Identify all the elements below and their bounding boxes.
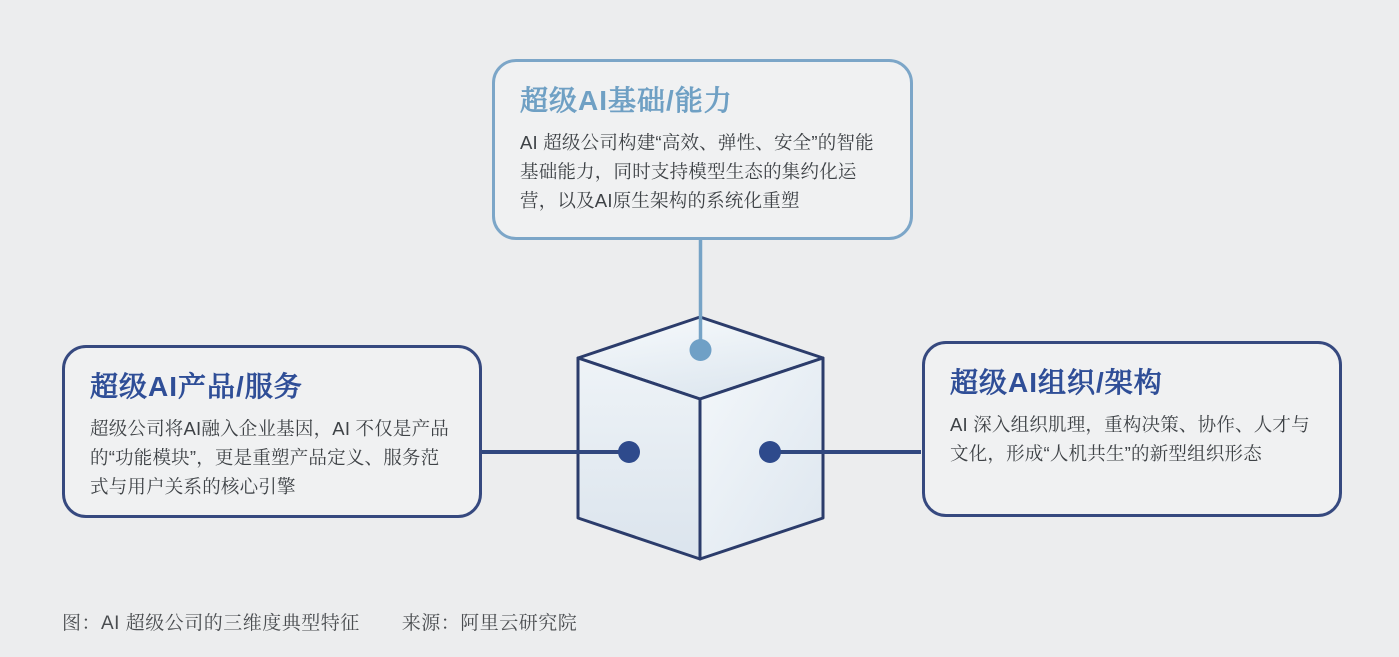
node-ai-foundation (492, 59, 913, 240)
anchor-dot-right (759, 441, 781, 463)
node-ai-foundation-title: 超级AI基础/能力 (520, 85, 733, 116)
node-ai-organization-body: AI 深入组织肌理，重构决策、协作、人才与文化，形成“人机共生”的新型组织形态 (950, 413, 1310, 464)
figure-caption (62, 608, 577, 635)
anchor-dot-left (618, 441, 640, 463)
anchor-dot-top (690, 339, 712, 361)
node-ai-product (62, 345, 482, 518)
node-ai-foundation-body: AI 超级公司构建“高效、弹性、安全”的智能基础能力，同时支持模型生态的集约化运营，以及AI原生架构的系统化重塑 (520, 131, 874, 211)
node-ai-organization (922, 341, 1342, 517)
figure-caption-source: 来源：阿里云研究院 (401, 613, 578, 634)
node-ai-product-body: 超级公司将AI融入企业基因，AI 不仅是产品的“功能模块”，更是重塑产品定义、服务范式与用户关系的核心引擎 (90, 417, 449, 497)
figure-caption-title: 图：AI 超级公司的三维度典型特征 (62, 613, 360, 634)
node-ai-product-title: 超级AI产品/服务 (90, 371, 303, 402)
node-ai-organization-title: 超级AI组织/架构 (950, 367, 1163, 398)
